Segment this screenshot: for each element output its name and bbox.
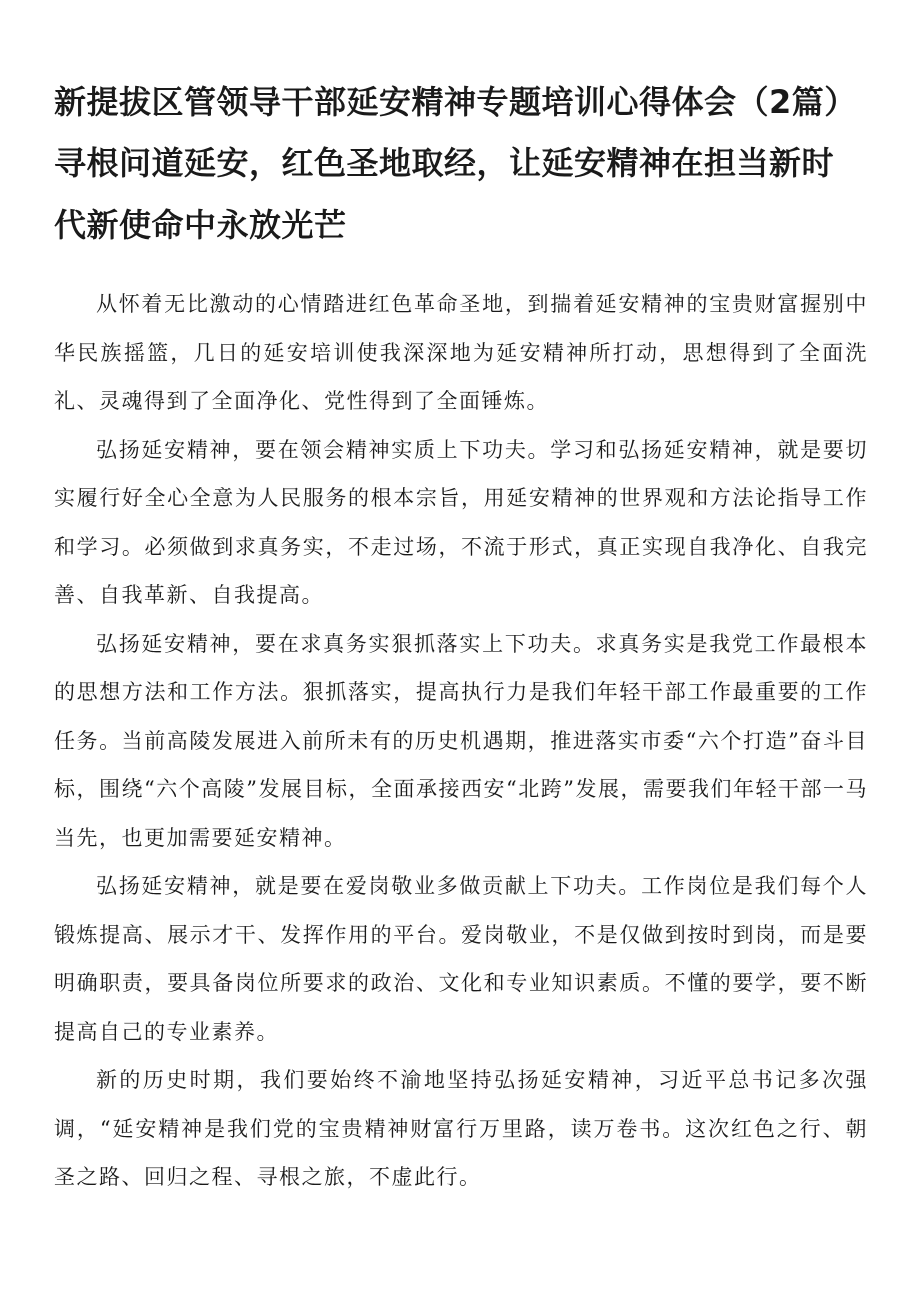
paragraph-4: 弘扬延安精神，就是要在爱岗敬业多做贡献上下功夫。工作岗位是我们每个人锻炼提高、展示才干、发挥作用的平台。爱岗敬业，不是仅做到按时到岗，而是要明确职责，要具备岗位所要求的政治、文化和专业知识素质。不懂的要学，要不断提高自己的专业素养。 (54, 874, 868, 1044)
paragraph-5: 新的历史时期，我们要始终不渝地坚持弘扬延安精神，习近平总书记多次强调，“延安精神是我们党的宝贵精神财富行万里路，读万卷书。这次红色之行、朝圣之路、回归之程、寻根之旅，不虚此行。 (54, 1068, 868, 1189)
document-body (54, 280, 868, 1202)
paragraph-1: 从怀着无比激动的心情踏进红色革命圣地，到揣着延安精神的宝贵财富握别中华民族摇篮，几日的延安培训使我深深地为延安精神所打动，思想得到了全面洗礼、灵魂得到了全面净化、党性得到了全面锤炼。 (54, 292, 868, 413)
paragraph-3: 弘扬延安精神，要在求真务实狠抓落实上下功夫。求真务实是我党工作最根本的思想方法和工作方法。狠抓落实，提高执行力是我们年轻干部工作最重要的工作任务。当前高陵发展进入前所未有的历史机遇期，推进落实市委“六个打造”奋斗目标，围绕“六个高陵”发展目标，全面承接西安“北跨”发展，需要我们年轻干部一马当先，也更加需要延安精神。 (54, 631, 868, 850)
document-title: 新提拔区管领导干部延安精神专题培训心得体会（2篇） (54, 83, 857, 121)
document-subtitle: 寻根问道延安，红色圣地取经，让延安精神在担当新时代新使命中永放光芒 (54, 144, 835, 244)
paragraph-2: 弘扬延安精神，要在领会精神实质上下功夫。学习和弘扬延安精神，就是要切实履行好全心全意为人民服务的根本宗旨，用延安精神的世界观和方法论指导工作和学习。必须做到求真务实，不走过场，不流于形式，真正实现自我净化、自我完善、自我革新、自我提高。 (54, 437, 868, 607)
